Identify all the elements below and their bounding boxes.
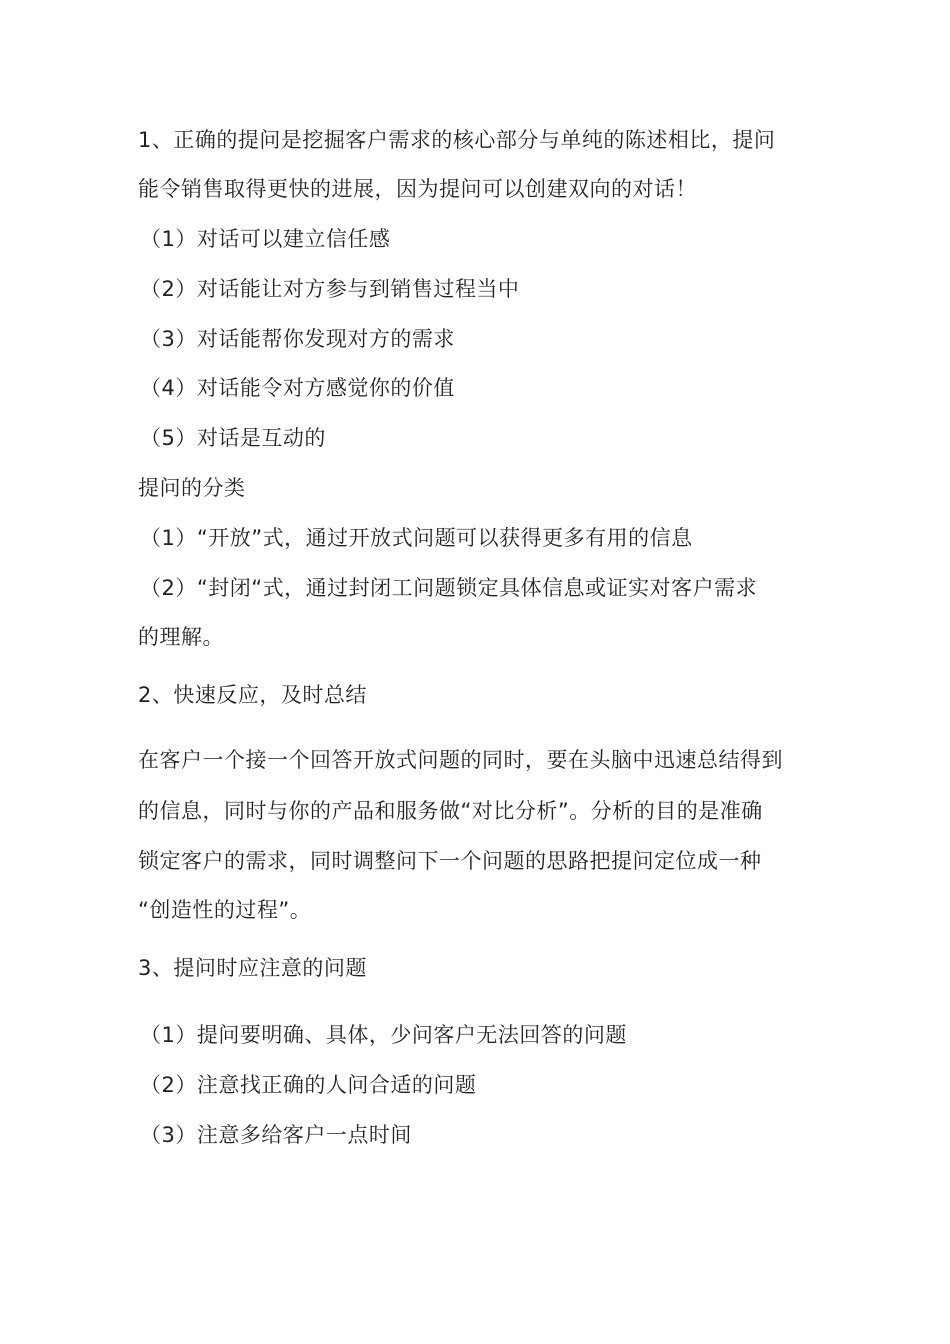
classification-closed-line1: （2）“封闭“式，通过封闭工问题锁定具体信息或证实对客户需求 (140, 576, 758, 600)
section1-item-4: （4）对话能令对方感觉你的价值 (140, 376, 455, 400)
section2-heading: 2、快速反应，及时总结 (138, 683, 367, 707)
question-classification-heading: 提问的分类 (138, 476, 246, 500)
section1-item-1: （1）对话可以建立信任感 (140, 227, 391, 251)
section1-item-5: （5）对话是互动的 (140, 426, 326, 450)
section1-item-3: （3）对话能帮你发现对方的需求 (140, 327, 455, 351)
section3-item-1: （1）提问要明确、具体，少问客户无法回答的问题 (140, 1023, 627, 1047)
section3-item-3: （3）注意多给客户一点时间 (140, 1123, 412, 1147)
section2-paragraph-line3: 锁定客户的需求，同时调整问下一个问题的思路把提问定位成一种 (138, 849, 762, 873)
classification-open: （1）“开放”式，通过开放式问题可以获得更多有用的信息 (140, 526, 693, 550)
section3-heading: 3、提问时应注意的问题 (138, 956, 367, 980)
section2-paragraph-line4: “创造性的过程”。 (138, 898, 312, 922)
section1-item-2: （2）对话能让对方参与到销售过程当中 (140, 277, 520, 301)
section1-paragraph-line1: 1、正确的提问是挖掘客户需求的核心部分与单纯的陈述相比，提问 (138, 128, 776, 152)
section2-paragraph-line1: 在客户一个接一个回答开放式问题的同时，要在头脑中迅速总结得到 (138, 748, 783, 772)
section3-item-2: （2）注意找正确的人问合适的问题 (140, 1073, 477, 1097)
classification-closed-line2: 的理解。 (138, 625, 224, 649)
section1-paragraph-line2: 能令销售取得更快的进展，因为提问可以创建双向的对话！ (138, 177, 697, 201)
section2-paragraph-line2: 的信息，同时与你的产品和服务做“对比分析”。分析的目的是准确 (138, 799, 763, 823)
